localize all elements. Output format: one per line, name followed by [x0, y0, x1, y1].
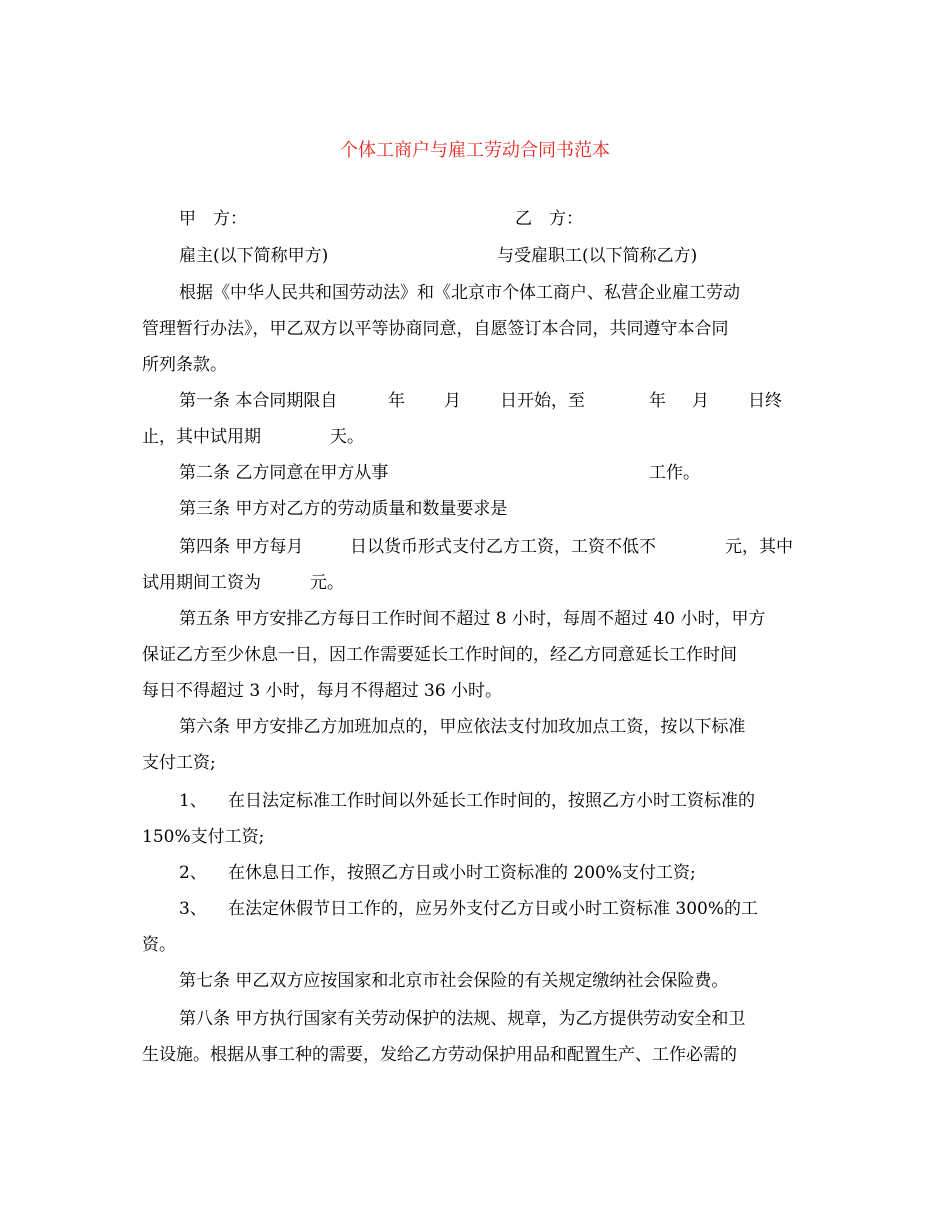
item-number: 2、 [179, 863, 207, 883]
article-4-probation-wage: 试用期间工资为 [142, 573, 261, 593]
article-2-work: 工作。 [649, 463, 700, 483]
article-4-yuan: 元，其中 [725, 537, 793, 557]
article-8-line: 第八条 甲方执行国家有关劳动保护的法规、规章，为乙方提供劳动安全和卫 [179, 1009, 746, 1029]
party-a-label: 甲 方： [179, 209, 247, 229]
article-8-line: 生设施。根据从事工种的需要，发给乙方劳动保护用品和配置生产、工作必需的 [142, 1045, 737, 1065]
article-1-start: 日开始，至 [500, 391, 585, 411]
party-a-description: 雇主(以下简称甲方) [179, 246, 329, 266]
item-text: 在日法定标准工作时间以外延长工作时间的，按照乙方小时工资标准的 [228, 791, 755, 811]
article-5-line: 第五条 甲方安排乙方每日工作时间不超过 8 小时，每周不超过 40 小时，甲方 [179, 609, 766, 629]
item-continuation: 150%支付工资; [142, 827, 265, 847]
article-4-text: 第四条 甲方每月 [179, 537, 304, 557]
preamble-line: 所列条款。 [142, 355, 227, 375]
document-title: 个体工商户与雇工劳动合同书范本 [340, 140, 610, 161]
item-continuation: 资。 [142, 935, 176, 955]
article-1-month-end: 月 [692, 391, 709, 411]
article-4-yuan-2: 元。 [310, 573, 344, 593]
article-3-text: 第三条 甲方对乙方的劳动质量和数量要求是 [179, 499, 508, 519]
article-2-text: 第二条 乙方同意在甲方从事 [179, 463, 389, 483]
item-text: 在法定休假节日工作的，应另外支付乙方日或小时工资标准 300%的工 [228, 899, 759, 919]
article-6-line: 支付工资; [142, 753, 216, 773]
article-1-month: 月 [444, 391, 461, 411]
preamble-line: 管理暂行办法》，甲乙双方以平等协商同意，自愿签订本合同，共同遵守本合同 [142, 319, 729, 339]
article-1-probation: 止，其中试用期 [142, 427, 261, 447]
party-b-label: 乙 方： [515, 209, 583, 229]
party-b-description: 与受雇职工(以下简称乙方) [497, 246, 698, 266]
article-5-line: 保证乙方至少休息一日，因工作需要延长工作时间的，经乙方同意延长工作时间 [142, 645, 737, 665]
item-number: 1、 [179, 791, 207, 811]
article-5-line: 每日不得超过 3 小时，每月不得超过 36 小时。 [142, 681, 503, 701]
article-7-text: 第七条 甲乙双方应按国家和北京市社会保险的有关规定缴纳社会保险费。 [179, 971, 729, 991]
article-1-text: 第一条 本合同期限自 [179, 391, 338, 411]
article-4-wage: 日以货币形式支付乙方工资，工资不低不 [350, 537, 656, 557]
article-1-days: 天。 [330, 427, 364, 447]
article-1-year: 年 [388, 391, 405, 411]
article-1-end: 日终 [748, 391, 782, 411]
preamble-line: 根据《中华人民共和国劳动法》和《北京市个体工商户、私营企业雇工劳动 [179, 283, 740, 303]
item-text: 在休息日工作，按照乙方日或小时工资标准的 200%支付工资; [228, 863, 696, 883]
article-6-line: 第六条 甲方安排乙方加班加点的，甲应依法支付加玫加点工资，按以下标准 [179, 717, 746, 737]
article-1-year-end: 年 [649, 391, 666, 411]
item-number: 3、 [179, 899, 207, 919]
